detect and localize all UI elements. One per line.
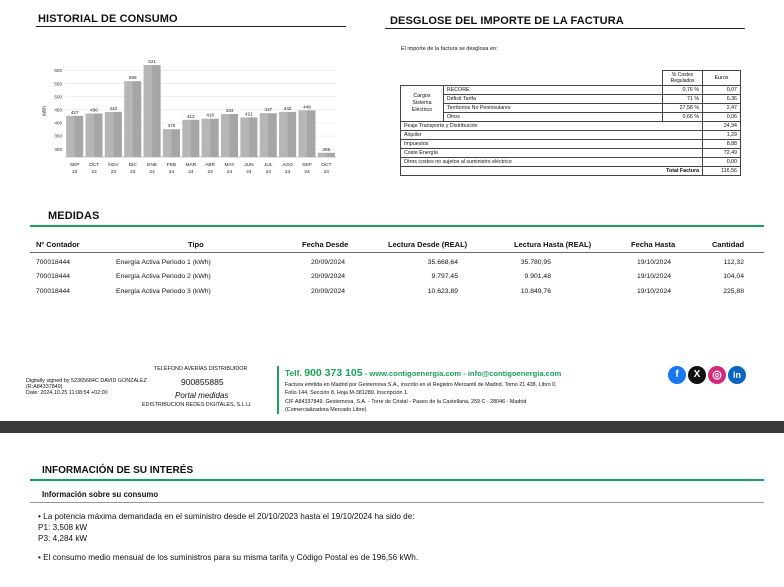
x-tick-month: JUN bbox=[244, 163, 254, 168]
cargo-eur: 0,07 bbox=[703, 86, 741, 95]
medidas-header-rule bbox=[30, 252, 764, 253]
consumption-bar-highlight bbox=[124, 81, 133, 157]
consumption-bar-highlight bbox=[202, 119, 211, 157]
y-axis-label: kWh bbox=[42, 106, 48, 116]
info-p3: P3: 4,284 kW bbox=[38, 534, 88, 543]
medida-fecha-hasta: 19/10/2024 bbox=[637, 273, 672, 280]
col-pct-header: % Costes Regulados bbox=[663, 71, 703, 86]
consumption-bar-highlight bbox=[318, 153, 327, 157]
x-tick-year: 23 bbox=[72, 170, 78, 175]
consumption-bar-highlight bbox=[260, 113, 269, 157]
desglose-title: DESGLOSE DEL IMPORTE DE LA FACTURA bbox=[390, 15, 624, 27]
breakdown-row bbox=[401, 104, 741, 113]
info-subtitle: Información sobre su consumo bbox=[42, 490, 159, 499]
desglose-intro: El importe de la factura se desglosa en: bbox=[401, 46, 498, 52]
telf-number[interactable]: 900 373 105 bbox=[304, 367, 363, 379]
breakdown-header-row bbox=[401, 71, 741, 86]
x-tick-year: 24 bbox=[323, 170, 329, 175]
x-tick-month: OCT bbox=[321, 163, 332, 168]
header-cantidad: Cantidad bbox=[712, 240, 745, 249]
x-tick-year: 24 bbox=[304, 170, 310, 175]
breakdown-row bbox=[401, 95, 741, 104]
info-title: INFORMACIÓN DE SU INTERÉS bbox=[42, 465, 194, 476]
averias-label: TELÉFONO AVERÍAS DISTRIBUIDOR bbox=[154, 366, 248, 372]
medida-tipo: Energía Activa Periodo 2 (kWh) bbox=[116, 273, 211, 280]
bar-value-label: 442 bbox=[283, 105, 292, 111]
breakdown-row bbox=[401, 140, 741, 149]
consumption-bar-highlight bbox=[105, 112, 114, 157]
consumption-bar-highlight bbox=[240, 117, 249, 157]
y-tick-label: 300 bbox=[54, 146, 62, 152]
bar-value-label: 621 bbox=[148, 58, 156, 64]
header-contador: Nº Contador bbox=[36, 240, 80, 249]
desglose-rule bbox=[385, 28, 745, 29]
total-label: Total Factura bbox=[401, 167, 703, 176]
cargo-label: Otros bbox=[443, 113, 662, 122]
header-lectura-hasta: Lectura Hasta (REAL) bbox=[514, 240, 592, 249]
consumption-bar-highlight bbox=[163, 129, 172, 157]
x-tick-year: 24 bbox=[265, 170, 271, 175]
bar-value-label: 559 bbox=[128, 75, 137, 81]
medida-tipo: Energía Activa Periodo 3 (kWh) bbox=[116, 288, 211, 295]
medida-tipo: Energía Activa Periodo 1 (kWh) bbox=[116, 259, 211, 266]
consumption-bar-highlight bbox=[182, 120, 191, 157]
consumption-bar-highlight bbox=[66, 116, 75, 157]
cargo-eur: 6,36 bbox=[703, 95, 741, 104]
contact-line bbox=[285, 367, 561, 379]
header-tipo: Tipo bbox=[188, 240, 204, 249]
signature-line-1: Digitally signed by 52365684C DAVID GONZALEZ bbox=[26, 378, 147, 384]
bar-value-label: 427 bbox=[70, 109, 79, 115]
x-tick-month: ABR bbox=[205, 163, 216, 168]
y-tick-label: 550 bbox=[54, 81, 62, 87]
distribuidor-name: EDISTRIBUCION REDES DIGITALES, S.L.U. bbox=[142, 402, 252, 408]
medida-fecha-hasta: 19/10/2024 bbox=[637, 259, 672, 266]
x-tick-month: DIC bbox=[128, 163, 137, 168]
historial-rule bbox=[36, 26, 346, 27]
consumption-bar-highlight bbox=[144, 65, 153, 157]
legal-text bbox=[285, 381, 557, 415]
medida-lectura-desde: 10.623,89 bbox=[427, 288, 458, 295]
x-tick-year: 24 bbox=[207, 170, 213, 175]
breakdown-row bbox=[401, 113, 741, 122]
breakdown-row bbox=[401, 86, 741, 95]
cargo-eur: 0,06 bbox=[703, 113, 741, 122]
total-eur: 116,56 bbox=[703, 167, 741, 176]
col-eur-header: Euros bbox=[703, 71, 741, 86]
y-tick-label: 350 bbox=[54, 133, 62, 139]
linkedin-icon[interactable]: in bbox=[728, 366, 746, 384]
other-eur: 8,88 bbox=[703, 140, 741, 149]
x-tick-year: 23 bbox=[91, 170, 97, 175]
cargo-pct: 71 % bbox=[663, 95, 703, 104]
x-tick-year: 24 bbox=[226, 170, 233, 175]
bar-value-label: 442 bbox=[109, 105, 118, 111]
breakdown-table bbox=[400, 70, 741, 176]
cargo-pct: 27,58 % bbox=[663, 104, 703, 113]
medida-lectura-hasta: 10.849,76 bbox=[520, 288, 551, 295]
cargo-label: Déficit Tarifa bbox=[443, 95, 662, 104]
breakdown-row bbox=[401, 131, 741, 140]
bar-value-label: 421 bbox=[245, 111, 253, 117]
cargo-label: RECORE bbox=[443, 86, 662, 95]
x-tick-year: 23 bbox=[110, 170, 117, 175]
web-email[interactable]: - www.contigoenergia.com - info@contigoenergia.com bbox=[362, 369, 562, 378]
averias-phone: 900855885 bbox=[181, 377, 224, 387]
legal-line-4: (Comercializadora Mercado Libre) bbox=[285, 407, 367, 414]
y-tick-label: 450 bbox=[54, 107, 62, 113]
legal-line-1: Factura emitida en Madrid por Gesternova S.A., inscrito en el Registro Mercantil de Madrid, Tomo 21.438, Libro 0, bbox=[285, 382, 557, 388]
y-tick-label: 400 bbox=[54, 120, 62, 126]
x-tick-year: 23 bbox=[130, 170, 136, 175]
other-eur: 0,00 bbox=[703, 158, 741, 167]
y-tick-label: 600 bbox=[54, 68, 62, 74]
info-subtitle-rule bbox=[30, 502, 764, 503]
bar-value-label: 434 bbox=[225, 108, 234, 114]
other-label: Coste Energía bbox=[401, 149, 703, 158]
consumption-bar-highlight bbox=[86, 113, 95, 157]
footer-green-divider bbox=[277, 366, 279, 414]
other-label: Otros costes no sujetos al suministro eléctrico bbox=[401, 158, 703, 167]
x-tick-year: 24 bbox=[188, 170, 194, 175]
x-tick-month: ENE bbox=[147, 163, 158, 168]
medida-contador: 700018444 bbox=[36, 259, 71, 266]
medida-lectura-hasta: 9.901,48 bbox=[524, 273, 551, 280]
cargo-eur: 2,47 bbox=[703, 104, 741, 113]
signature-line-2: (R:A84337849) bbox=[26, 384, 63, 390]
medida-lectura-hasta: 35.780,95 bbox=[520, 259, 551, 266]
consumption-bar-highlight bbox=[298, 110, 307, 157]
medida-cantidad: 112,32 bbox=[723, 259, 744, 266]
x-tick-month: MAY bbox=[224, 163, 235, 168]
header-fecha-hasta: Fecha Hasta bbox=[631, 240, 676, 249]
x-tick-month: AGO bbox=[282, 163, 293, 168]
other-eur: 1,29 bbox=[703, 131, 741, 140]
medida-cantidad: 104,04 bbox=[723, 273, 744, 280]
consumption-bar-highlight bbox=[221, 114, 230, 157]
info-green-rule bbox=[30, 479, 764, 481]
medida-contador: 700018444 bbox=[36, 273, 71, 280]
other-label: Impuestos bbox=[401, 140, 703, 149]
x-tick-month: FEB bbox=[166, 163, 177, 168]
cargo-pct: 0,66 % bbox=[663, 113, 703, 122]
medidas-title: MEDIDAS bbox=[48, 210, 100, 222]
x-tick-month: SEP bbox=[69, 163, 80, 168]
info-bullet-potencia: • La potencia máxima demandada en el suministro desde el 20/10/2023 hasta el 19/10/2024 ha sido de: bbox=[38, 512, 415, 521]
cargos-group-label: Cargos Sistema Eléctrico bbox=[401, 86, 444, 122]
medida-fecha-desde: 20/09/2024 bbox=[311, 273, 346, 280]
other-eur: 72,49 bbox=[703, 149, 741, 158]
info-p1: P1: 3,508 kW bbox=[38, 523, 88, 532]
cargo-label: Territorios No Peninsulares bbox=[443, 104, 662, 113]
x-tick-year: 24 bbox=[246, 170, 252, 175]
bar-value-label: 416 bbox=[206, 112, 215, 118]
x-tick-month: SEP bbox=[302, 163, 312, 168]
breakdown-row bbox=[401, 149, 741, 158]
historial-title: HISTORIAL DE CONSUMO bbox=[38, 13, 178, 25]
medida-contador: 700018444 bbox=[36, 288, 71, 295]
bar-value-label: 412 bbox=[186, 113, 195, 119]
consumption-chart-svg bbox=[38, 56, 343, 178]
breakdown-total-row bbox=[401, 167, 741, 176]
telf-prefix: Telf. bbox=[285, 368, 305, 378]
medida-fecha-hasta: 19/10/2024 bbox=[637, 288, 672, 295]
medidas-green-rule bbox=[30, 225, 764, 227]
breakdown-row bbox=[401, 158, 741, 167]
x-tick-month: JUL bbox=[263, 163, 273, 168]
legal-line-2: Folio 144, Sección 8, Hoja M-381289, Inscripción 1. bbox=[285, 390, 409, 397]
x-tick-month: MAR bbox=[185, 163, 197, 168]
x-tick-year: 24 bbox=[168, 170, 175, 175]
bar-value-label: 286 bbox=[322, 146, 331, 152]
portal-medidas-link[interactable]: Portal medidas bbox=[175, 391, 229, 400]
bar-value-label: 436 bbox=[90, 107, 98, 113]
instagram-icon[interactable]: ◎ bbox=[708, 366, 726, 384]
header-fecha-desde: Fecha Desde bbox=[302, 240, 349, 249]
x-tick-year: 24 bbox=[149, 170, 155, 175]
info-bullet-consumo: • El consumo medio mensual de los suministros para su misma tarifa y Código Postal es de 196,56 kWh. bbox=[38, 553, 419, 562]
y-tick-label: 500 bbox=[54, 94, 62, 100]
medida-cantidad: 225,88 bbox=[723, 288, 744, 295]
legal-line-3: CIF A84337849. Gesternova, S.A. - Torre de Cristal - Paseo de la Castellana, 259 C - 28046 - Madrid bbox=[285, 398, 527, 405]
breakdown-row bbox=[401, 122, 741, 131]
medida-fecha-desde: 20/09/2024 bbox=[311, 288, 346, 295]
facebook-icon[interactable]: f bbox=[668, 366, 686, 384]
x-icon[interactable]: X bbox=[688, 366, 706, 384]
signature-block bbox=[26, 378, 147, 396]
medida-lectura-desde: 9.797,45 bbox=[431, 273, 458, 280]
bar-value-label: 437 bbox=[264, 107, 273, 113]
other-label: Peaje Transporte y Distribución bbox=[401, 122, 703, 131]
page-separator-band bbox=[0, 421, 784, 433]
x-tick-month: NOV bbox=[108, 163, 119, 168]
x-tick-year: 24 bbox=[284, 170, 291, 175]
medida-fecha-desde: 20/09/2024 bbox=[311, 259, 346, 266]
x-tick-month: OCT bbox=[88, 163, 100, 168]
other-eur: 24,94 bbox=[703, 122, 741, 131]
signature-line-3: Date: 2024.10.25 11:08:54 +02:00 bbox=[26, 390, 108, 396]
medida-lectura-desde: 35.668,64 bbox=[427, 259, 458, 266]
header-lectura-desde: Lectura Desde (REAL) bbox=[388, 240, 468, 249]
other-label: Alquiler bbox=[401, 131, 703, 140]
consumption-bar-highlight bbox=[279, 112, 288, 157]
bar-value-label: 448 bbox=[303, 104, 311, 110]
consumption-chart bbox=[38, 56, 343, 178]
cargo-pct: 0,76 % bbox=[663, 86, 703, 95]
bar-value-label: 376 bbox=[167, 123, 176, 129]
